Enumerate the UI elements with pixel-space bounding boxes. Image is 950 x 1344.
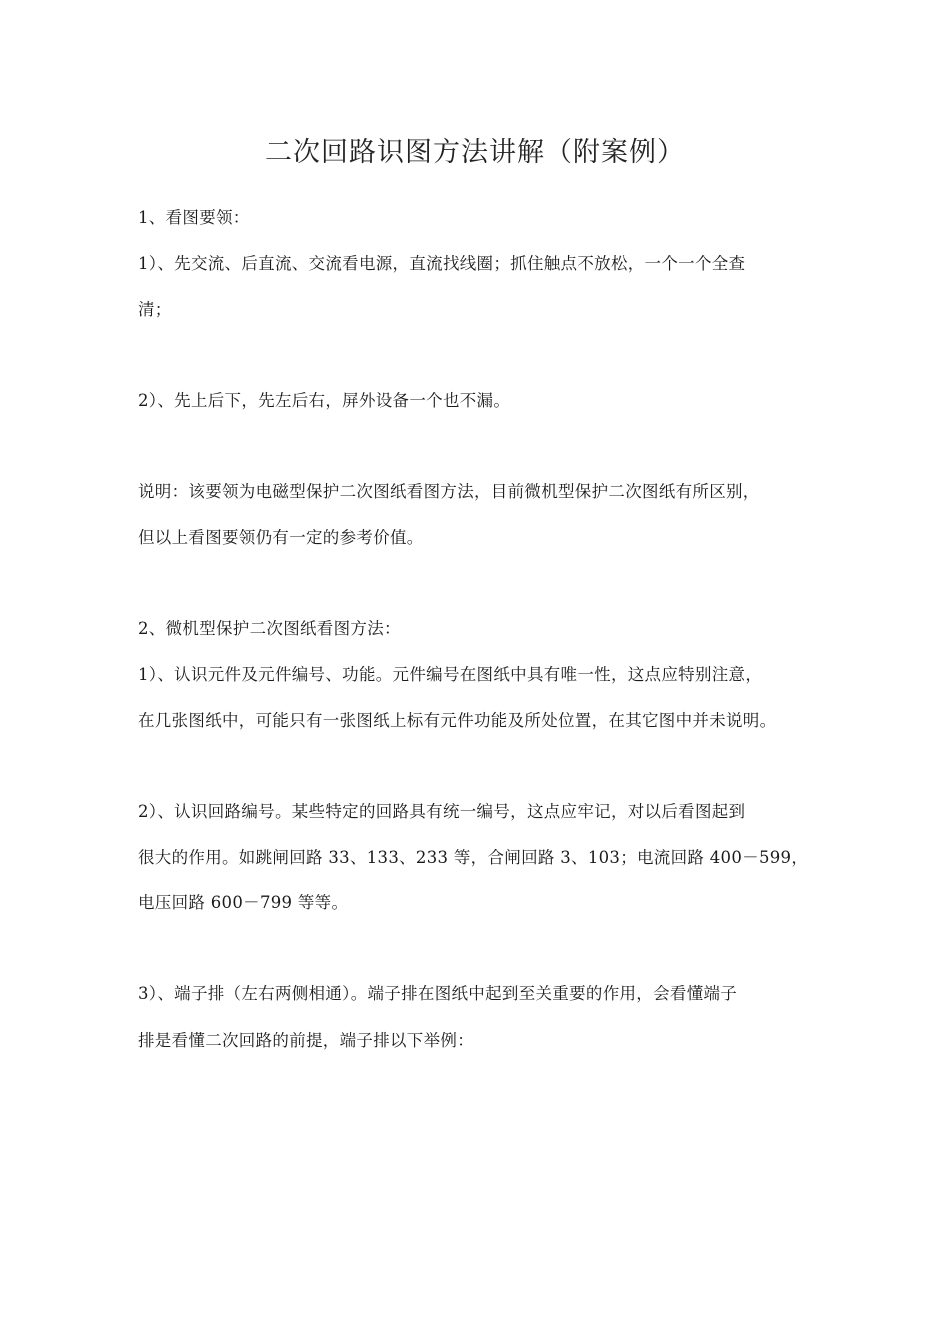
paragraph-line: 2）、先上后下，先左后右，屏外设备一个也不漏。	[138, 391, 511, 410]
paragraph-line: 1）、认识元件及元件编号、功能。元件编号在图纸中具有唯一性，这点应特别注意，	[138, 665, 763, 684]
paragraph-line: 但以上看图要领仍有一定的参考价值。	[138, 528, 424, 547]
paragraph-line: 说明：该要领为电磁型保护二次图纸看图方法，目前微机型保护二次图纸有所区别，	[138, 482, 760, 501]
paragraph-line: 电压回路 600－799 等等。	[138, 893, 349, 912]
paragraph-line: 排是看懂二次回路的前提，端子排以下举例：	[138, 1031, 474, 1050]
section-heading: 2、微机型保护二次图纸看图方法：	[138, 619, 401, 638]
paragraph-line: 2）、认识回路编号。某些特定的回路具有统一编号，这点应牢记，对以后看图起到	[138, 802, 746, 821]
paragraph-line: 1）、先交流、后直流、交流看电源，直流找线圈；抓住触点不放松，一个一个全查	[138, 254, 746, 273]
paragraph-line: 很大的作用。如跳闸回路 33、133、233 等，合闸回路 3、103；电流回路 400－599，	[138, 848, 809, 867]
paragraph-line: 在几张图纸中，可能只有一张图纸上标有元件功能及所处位置，在其它图中并未说明。	[138, 711, 777, 730]
document-title: 二次回路识图方法讲解（附案例）	[265, 137, 685, 168]
section-heading: 1、看图要领：	[138, 208, 250, 227]
paragraph-line: 3）、端子排（左右两侧相通）。端子排在图纸中起到至关重要的作用，会看懂端子	[138, 984, 738, 1003]
paragraph-line: 清；	[138, 300, 172, 319]
